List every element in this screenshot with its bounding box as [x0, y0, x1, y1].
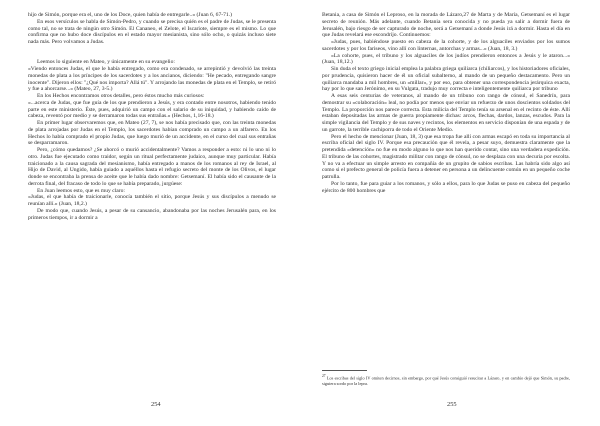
paragraph: En esos versículos se habla de Simón-Pedro, y cuando se precisa quién es el padre de Judas, se le presenta como tal, no se trata de ningún otro Simón. El Cananeo, el Zelote, el Iscariote, siempre es el mismo. Lo que confirma que no hubo doce discípulos en el estado mayor mesianista, sino sólo ocho, o quizás incluso siete nada más. Pero volvamos a Judas.: [28, 18, 276, 45]
quote: «Judas, el que había de traicionarle, conocía también el sitio, porque Jesús y sus discípulos a menudo se reunían allí.» (Juan, 18,2.): [28, 194, 276, 207]
page-number: 255: [447, 401, 457, 408]
quote: «Judas, pues, habiéndose puesto en cabeza de la cohorte, y de los alguaciles enviados por los sumos sacerdotes y por los fariseos, vino allí con linternas, antorchas y armas...» (Juan, 18, 3.): [322, 39, 570, 52]
paragraph: De modo que, cuando Jesús, a pesar de su cansancio, abandonaba por las noches Jerusalén para, en los primeros tiempos, ir a dormir a: [28, 207, 276, 221]
paragraph: En Juan leemos esto, que es muy claro:: [37, 187, 125, 194]
paragraph: En los Hechos encontramos otros detalles, pero éstos mucho más curiosos:: [37, 93, 205, 99]
quote: «Viendo entonces Judas, el que le había entregado, como era condenado, se arrepintió y devolvió las treinta monedas de plata a los príncipes de los sacerdotes y a los ancianos, diciendo: "He pecado, entregando sangre inocente". Dijeron ellos: "¿Qué nos importa? Allá tú". Y arrojando las monedas de plata en el Templo, se retiró y fue a ahorcarse...» (Mateo, 27, 3-5.): [28, 66, 276, 93]
right-page: [322, 12, 570, 194]
paragraph: Pero el hecho de mencionar (Juan, 18, 3) que esa tropa fue allí con armas escapó en toda su importancia al escriba oficial del siglo IV. Porque esa precaución que él revela, a pesar suyo, demuestra claramente que la pretendida «detención» no fue en modo alguno lo que nos han querido contar, sino una verdadera expedición. El tribuno de las cohortes, magistrado militar con rango de cónsul, no se desplaza con una decuria por escolta. Y no va a efectuar un simple arresto en compañía de un grupito de sabios escribas. Las habría sido algo así como si el prefecto general de policía fuera a detener en persona a un delincuente común en un pequeño coche patrulla.: [322, 133, 570, 180]
footnote-marker: 27: [322, 374, 326, 378]
footnote-rule: [322, 370, 367, 371]
paragraph: Pero, ¿cómo quedamos? ¿Se ahorcó o murió accidentalmente? Vamos a responder a esto: ni lo uno ni lo otro. Judas fue ejecutado como traidor, según un ritual perfectamente judaico, aunque muy particular. Había traicionado a la causa sagrada del mesianismo, había entregado a manos de los romanos al rey de Israel, al Hijo de David, al Ungido, había guiado a aquéllos hasta el refugio secreto del monte de los Olivos, el lugar donde se encontraba la prensa de aceite que le había dado nombre: Getsemaní. El había sido el causante de la derrota final, del fracaso de todo lo que se había preparado, jurgúese:: [28, 147, 276, 187]
paragraph: hijo de Simón, porque era el, uno de los Doce, quien había de entregarle..» (Juan 6, 67-71.): [28, 12, 232, 18]
paragraph: Sin duda el texto griego inicial emplea la palabra griega quiliarca (chiliarcos), y los historiadores oficiales, por prudencia, quisieron hacer de él un oficial subalterno, al mando de un pequeño destacamento. Pero un quiliarca mandaba a mil hombres, un «millar», y por eso, para obtener una correspondencia jerárquica exacta, hay por lo que san Jerónimo, en su Vulgata, tradujo muy correcta e inteligentemente quiliarca por tribuno: [322, 66, 570, 93]
footnote-text: Los escribas del siglo IV omiten decirnos, sin embargo, por qué Jesús consiguió resucitar a Lázaro, y en cambio dejó que Simón, su padre, siguiera sordo por la lepra.: [322, 375, 571, 386]
paragraph: Por lo tanto, fue para guiar a los romanos, y sólo a ellos, para lo que Judas se puso en cabeza del pequeño ejército de 800 hombres que: [322, 180, 570, 194]
paragraph: Betania, a casa de Simón el Leproso, en la morada de Lázaro,27 de Marta y de María, Getsemaní es el lugar secreto de reunión. Más adelante, cuando Betania sera conocida y no pueda ya salir a dormir fuera de Jerusalén, bajo riesgo de ser capturado de noche, será a Getsemaní a donde Jesús irá a dormir. Hasta el día en que Judas revelará ese escondrijo. Continuemos:: [322, 12, 570, 39]
page-number: 254: [151, 401, 161, 408]
paragraph: En primer lugar observaremos que, en Mateo (27, 7), se nos había precisado que, con las treinta monedas de plata arrojadas por Judas en el Templo, los sacerdotes habían comprado un campo a un alfarero. En los Hechos lo había comprado el propio Judas, que luego murió de un accidente, en el curso del cual sus entrañas se desparramaron.: [28, 120, 276, 147]
footnote: [322, 374, 570, 386]
quote: «La cohorte, pues, el tribuno y los alguaciles de los judíos prendieron entonces a Jesús y le ataron...» (Juan, 18,12.): [322, 52, 570, 66]
paragraph: A esas seis centurias de veteranos, al mando de un tribuno con rango de cónsul, el Sanedrín, para demostrar su «colaboración» leal, no podía por menos que enviar un refuerzo de unos doscientos soldados del Templo. La proporción nos parece correcta. Esta milicia del Templo tenía su arsenal en el recinto de éste. Allí estaban depositadas las armas de guerra propiamente dichas: arcos, flechas, dardos, lanzas, escudos. Para la simple vigilancia del Templo y de sus naves y recintos, los elementos en servicio disponían de una espada y de un garrote, la terrible cachiporra de todo el Oriente Medio.: [322, 93, 570, 133]
left-page: [28, 12, 276, 221]
quote: «...acerca de Judas, que fue guía de los que prendieron a Jesús, y era contado entre nosotros, habiendo tenido parte en este ministerio. Éste, pues, adquirió un campo con el salario de su iniquidad, y habiendo caído de cabeza, reventó por medio y se derramaron todas sus entrañas.» (Hechos, 1,16-18.): [28, 99, 276, 120]
paragraph: Leemos lo siguiente en Mateo, y únicamente en su evangelio:: [37, 59, 175, 66]
